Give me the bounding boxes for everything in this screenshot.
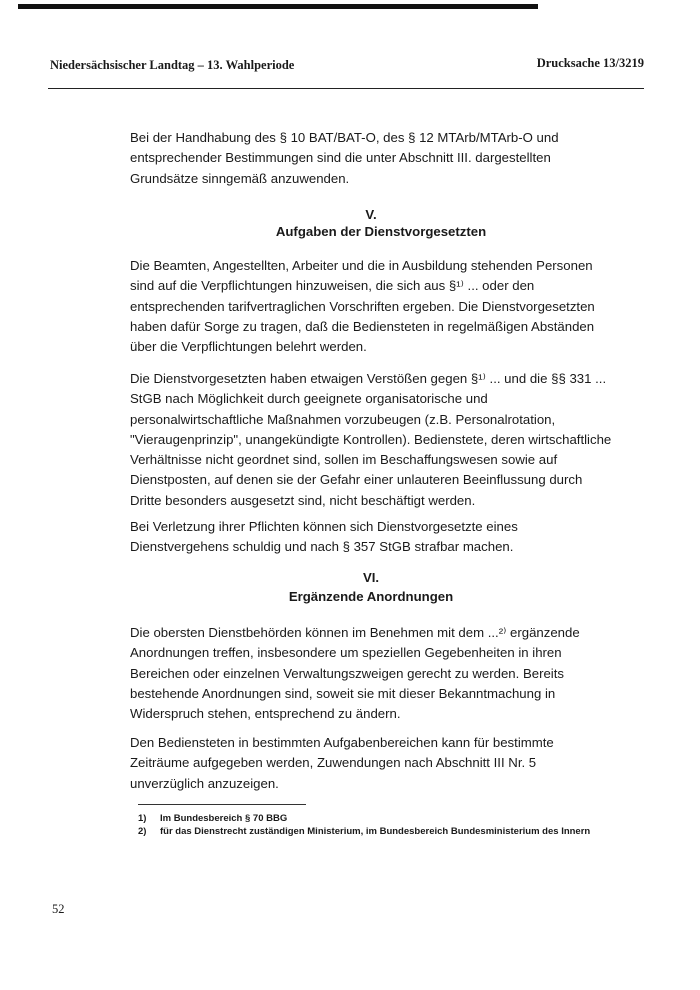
- paragraph-anordnungen: Die obersten Dienstbehörden können im Benehmen mit dem ...²⁾ ergänzende Anordnungen treffen, insbesondere um speziellen Gegebenheiten in ihren Bereichen oder einzelnen Verwaltungszweigen gerecht zu werden. Bereits bestehende Anordnungen sind, soweit sie mit dieser Bekanntmachung in Widerspruch stehen, entsprechend zu ändern.: [130, 625, 580, 722]
- footnote-2-text: für das Dienstrecht zuständigen Ministerium, im Bundesbereich Bundesministerium des Innern: [160, 826, 591, 837]
- page-number: 52: [52, 902, 65, 916]
- footnote-1: [138, 813, 608, 825]
- paragraph-verstoesse: Die Dienstvorgesetzten haben etwaigen Verstößen gegen §¹⁾ ... und die §§ 331 ... StGB nach Möglichkeit durch geeignete organisatorische und personalwirtschaftliche Maßnahmen vorzubeugen (z.B. Personalrotation, "Vieraugenprinzip", unangekündigte Kontrollen). Bedienstete, deren wirtschaftliche Verhältnisse nicht geordnet sind, sollen im Beschaffungswesen sowie auf Dienstposten, auf denen sie der Gefahr einer unlauteren Beeinflussung durch Dritte besonders ausgesetzt sind, nicht beschäftigt werden.: [130, 371, 612, 508]
- paragraph-pflichtverletzung: Bei Verletzung ihrer Pflichten können sich Dienstvorgesetzte eines Dienstvergehens schuldig und nach § 357 StGB strafbar machen.: [130, 519, 518, 555]
- section-v-title: Aufgaben der Dienstvorgesetzten: [275, 224, 487, 239]
- header-parliament-title: Niedersächsischer Landtag – 13. Wahlperiode: [50, 58, 295, 72]
- page-header: [50, 58, 644, 78]
- section-vi-title: Ergänzende Anordnungen: [288, 589, 454, 604]
- footnote-1-text: Im Bundesbereich § 70 BBG: [160, 813, 288, 824]
- paragraph-verpflichtungen: Die Beamten, Angestellten, Arbeiter und die in Ausbildung stehenden Personen sind auf die Verpflichtungen hinzuweisen, die sich aus §¹⁾ ... oder den entsprechenden tarifvertraglichen Vorschriften ergeben. Die Dienstvorgesetzten haben dafür Sorge zu tragen, daß die Bediensteten in regelmäßigen Abständen über die Verpflichtungen belehrt werden.: [130, 258, 595, 355]
- footnote-2: [138, 826, 608, 838]
- header-document-number: Drucksache 13/3219: [536, 56, 644, 70]
- paragraph-handhabung: Bei der Handhabung des § 10 BAT/BAT-O, des § 12 MTArb/MTArb-O und entsprechender Bestimmungen sind die unter Abschnitt III. dargestellten Grundsätze sinngemäß anzuwenden.: [130, 130, 559, 186]
- footnote-2-mark: 2): [138, 826, 147, 837]
- section-vi-number: VI.: [362, 570, 380, 585]
- top-scan-edge-rule: [18, 4, 538, 9]
- footnote-1-mark: 1): [138, 813, 147, 824]
- section-v-number: V.: [365, 207, 377, 222]
- footnote-divider: [138, 804, 306, 805]
- paragraph-zuwendungen: Den Bediensteten in bestimmten Aufgabenbereichen kann für bestimmte Zeiträume aufgegeben werden, Zuwendungen nach Abschnitt III Nr. 5 unverzüglich anzuzeigen.: [130, 735, 554, 791]
- header-divider: [48, 88, 644, 89]
